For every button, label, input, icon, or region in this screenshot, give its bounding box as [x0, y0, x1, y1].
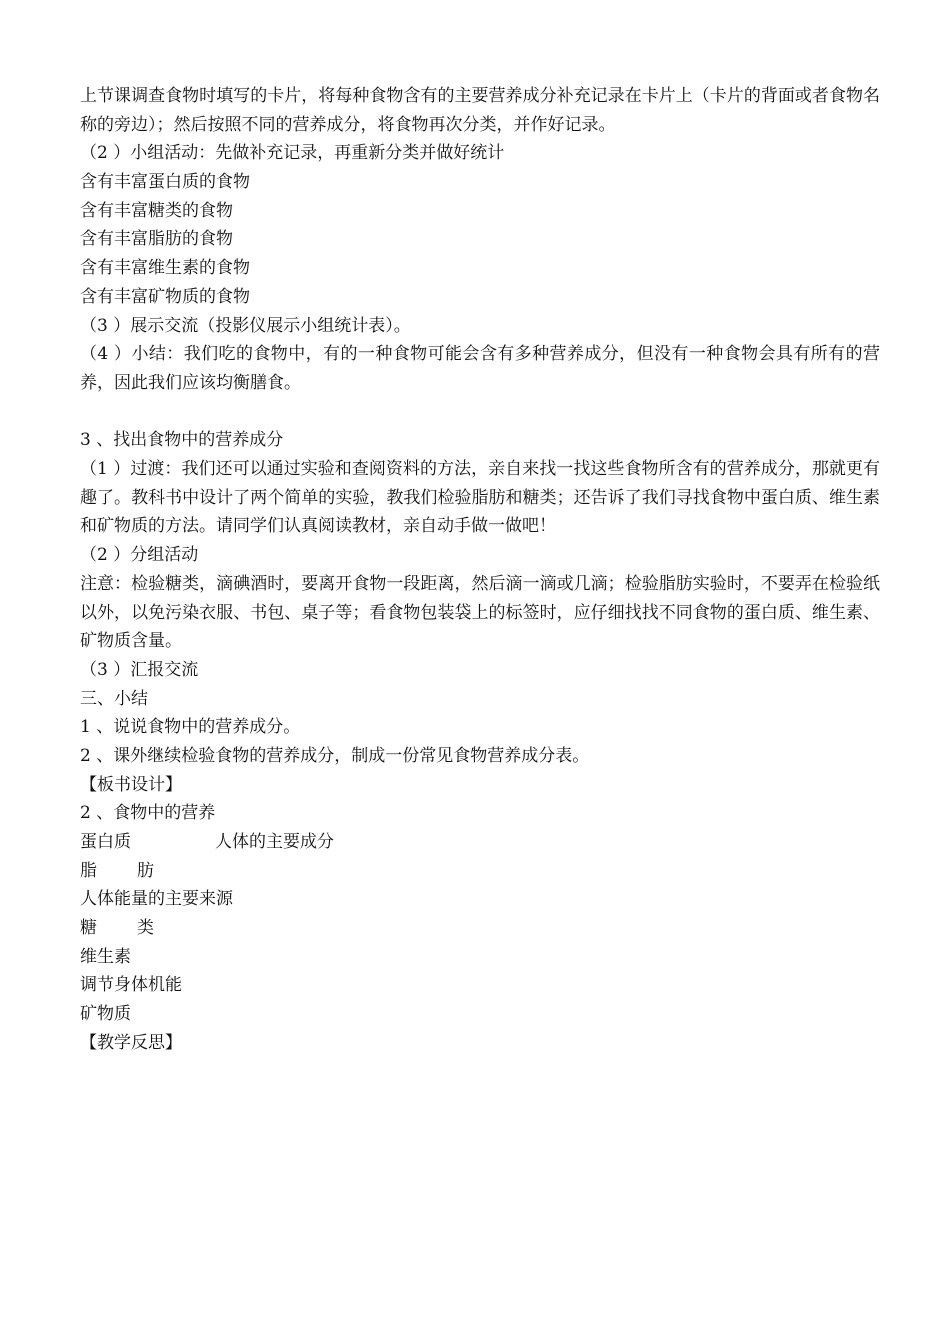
summary-item-1: 1 、说说食物中的营养成分。 [80, 717, 301, 738]
section-3-step-2: （2 ）分组活动 [80, 545, 199, 566]
section-2-step-4-paragraph: （4 ）小结：我们吃的食物中，有的一种食物可能会含有多种营养成分，但没有一种食物会具有所有的营养，因此我们应该均衡膳食。 [80, 344, 880, 393]
section-3-heading: 3 、找出食物中的营养成分 [80, 430, 284, 451]
summary-heading: 三、小结 [80, 688, 148, 709]
board-fat-char-2: 肪 [137, 860, 154, 881]
board-design-heading: 【板书设计】 [80, 774, 182, 795]
board-protein-label: 蛋白质 [80, 832, 131, 853]
board-regulate-note: 调节身体机能 [80, 975, 182, 996]
section-3-step-1-paragraph: （1 ）过渡：我们还可以通过实验和查阅资料的方法，亲自来找一找这些食物所含有的营养成分，那就更有趣了。教科书中设计了两个简单的实验，教我们检验脂肪和糖类；还告诉了我们寻找食物中蛋白质、维生素和矿物质的方法。请同学们认真阅读教材，亲自动手做一做吧！ [80, 459, 880, 537]
board-energy-note: 人体能量的主要来源 [80, 889, 233, 910]
board-row-fat [80, 857, 880, 886]
section-3-step-3: （3 ）汇报交流 [80, 659, 199, 680]
section-3-note-paragraph: 注意：检验糖类，滴碘酒时，要离开食物一段距离，然后滴一滴或几滴；检验脂肪实验时，不要弄在检验纸以外，以免污染衣服、书包、桌子等；看食物包装袋上的标签时，应仔细找找不同食物的蛋白质、维生素、矿物质含量。 [80, 573, 880, 652]
board-mineral-label: 矿物质 [80, 1004, 131, 1025]
board-row-protein [80, 828, 880, 857]
board-design-title: 2 、食物中的营养 [80, 803, 216, 824]
document-page [80, 82, 880, 1058]
section-2-intro-paragraph: 上节课调查食物时填写的卡片，将每种食物含有的主要营养成分补充记录在卡片上（卡片的背面或者食物名称的旁边）；然后按照不同的营养成分，将食物再次分类，并作好记录。 [80, 86, 880, 135]
board-sugar-char-2: 类 [137, 918, 154, 939]
board-row-sugar [80, 914, 880, 943]
section-2-step-3: （3 ）展示交流（投影仪展示小组统计表）。 [80, 315, 411, 336]
category-protein: 含有丰富蛋白质的食物 [80, 172, 250, 193]
section-2-step-2: （2 ）小组活动：先做补充记录，再重新分类并做好统计 [80, 143, 505, 164]
reflection-heading: 【教学反思】 [80, 1032, 182, 1053]
category-sugar: 含有丰富糖类的食物 [80, 200, 233, 221]
board-protein-note: 人体的主要成分 [215, 832, 334, 853]
board-vitamin-label: 维生素 [80, 946, 131, 967]
category-mineral: 含有丰富矿物质的食物 [80, 286, 250, 307]
category-fat: 含有丰富脂肪的食物 [80, 229, 233, 250]
board-sugar-char-1: 糖 [80, 918, 97, 939]
blank-line [80, 398, 880, 427]
category-vitamin: 含有丰富维生素的食物 [80, 258, 250, 279]
summary-item-2: 2 、课外继续检验食物的营养成分，制成一份常见食物营养成分表。 [80, 745, 590, 766]
board-fat-char-1: 脂 [80, 860, 97, 881]
